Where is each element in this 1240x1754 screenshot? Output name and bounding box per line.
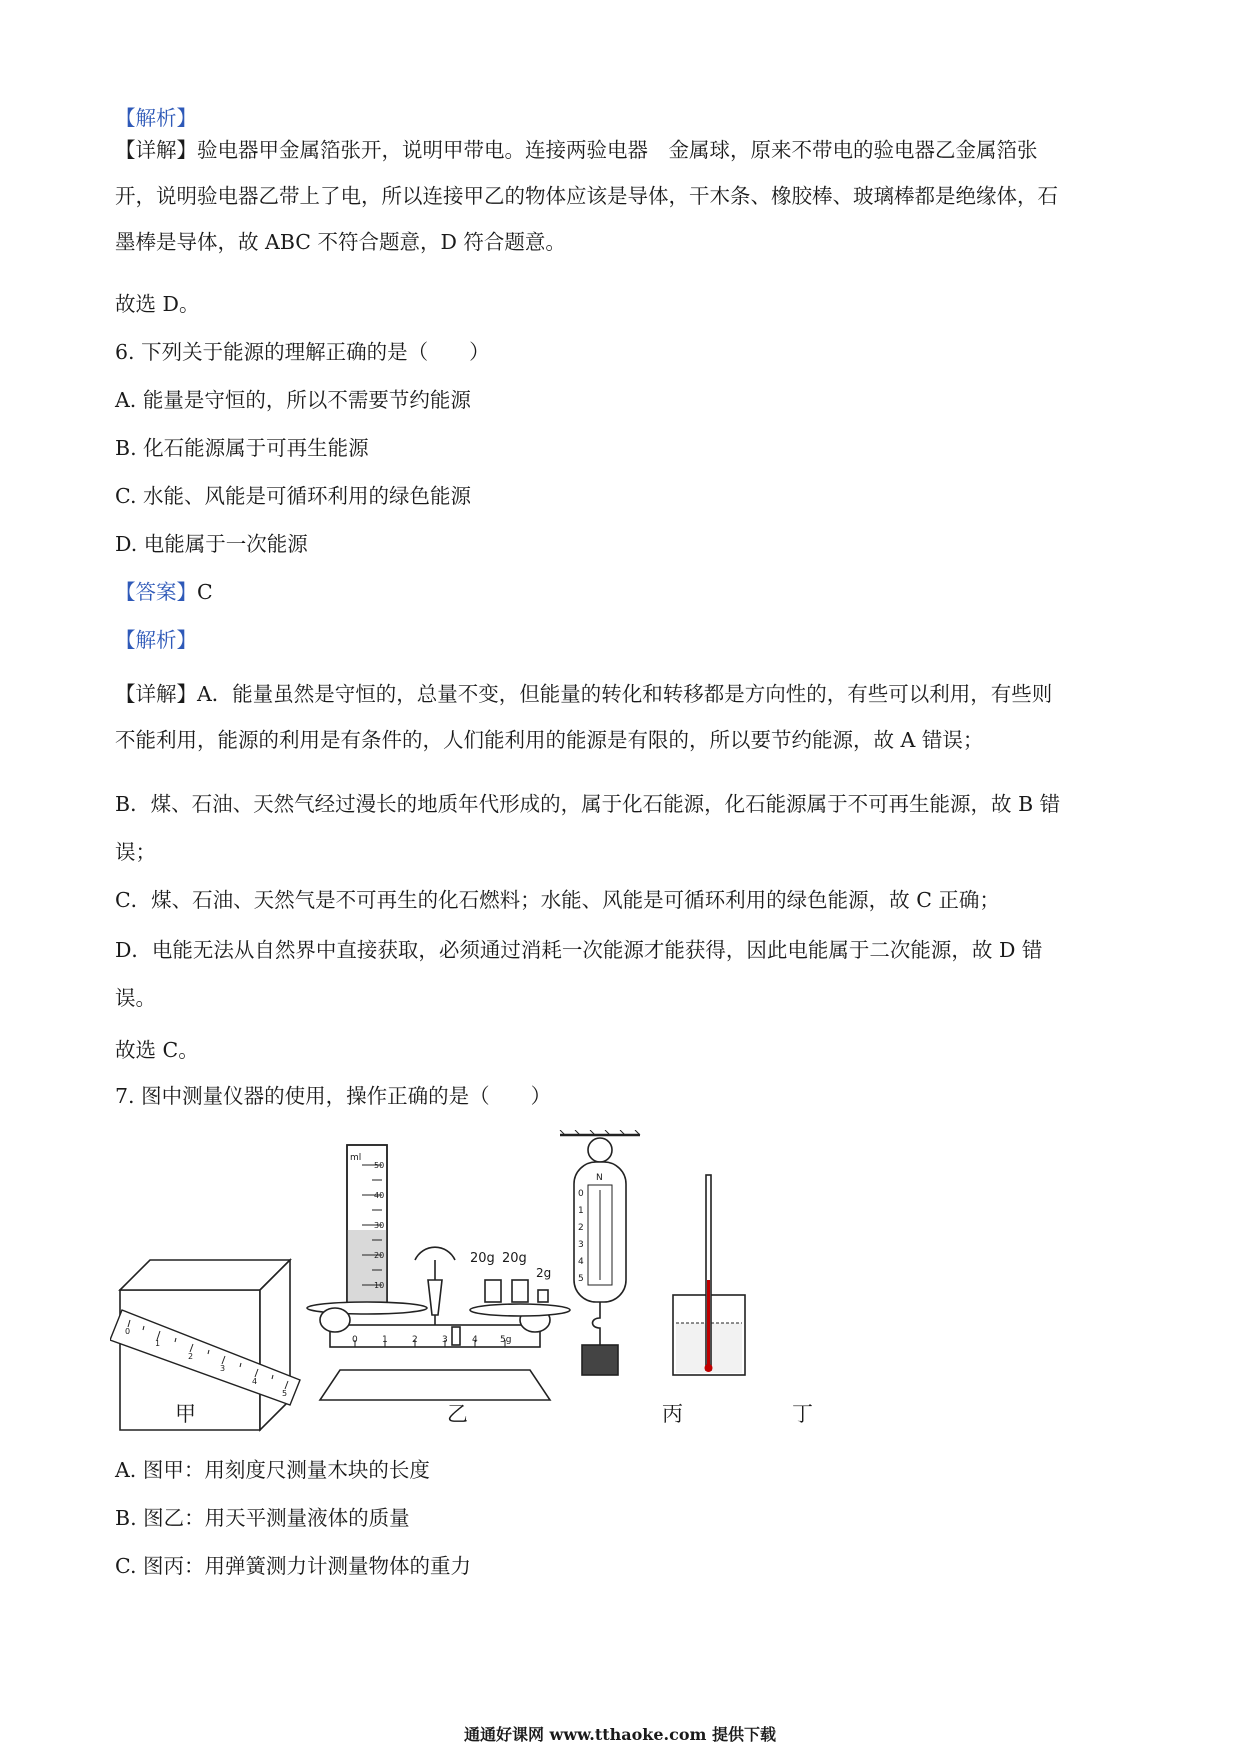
answer-line (115, 578, 213, 606)
figure-caption-bing: 丙 (662, 1402, 683, 1426)
weight-label: 20g (502, 1251, 527, 1266)
cylinder-unit-label: ml (350, 1153, 362, 1163)
analysis-heading: 【解析】 (115, 628, 197, 652)
detail-line: 误。 (115, 986, 156, 1010)
footer-source-link[interactable]: 通通好课网 www.tthaoke.com 提供下载 (463, 1725, 777, 1744)
ruler-tick-label: 0 (125, 1327, 131, 1336)
detail-line: D．电能无法从自然界中直接获取，必须通过消耗一次能源才能获得，因此电能属于二次能源，故 D 错 (115, 938, 1043, 962)
ruler-tick-label: 1 (155, 1339, 161, 1348)
detail-line: 开，说明验电器乙带上了电，所以连接甲乙的物体应该是导体，干木条、橡胶棒、玻璃棒都是绝缘体，石 (115, 184, 1058, 208)
measuring-instruments-figure (110, 1130, 870, 1450)
ruler-tick-label: 3 (220, 1364, 226, 1373)
question-7: 7. 图中测量仪器的使用，操作正确的是（ ） (115, 1084, 552, 1108)
beam-tick-label: 5g (500, 1335, 512, 1345)
detail-line: 【详解】验电器甲金属箔张开，说明甲带电。连接两验电器 金属球，原来不带电的验电器乙金属箔张 (115, 138, 1038, 162)
answer-value: C (197, 580, 213, 604)
detail-line: 墨棒是导体，故 ABC 不符合题意，D 符合题意。 (115, 230, 566, 254)
cylinder-tick-label: 30 (374, 1221, 385, 1230)
cylinder-tick-label: 10 (374, 1281, 385, 1290)
spring-tick-label: 0 (578, 1189, 584, 1199)
thermometer-beaker-illustration (673, 1175, 745, 1375)
question-6: 6. 下列关于能源的理解正确的是（ ） (115, 340, 490, 364)
analysis-heading: 【解析】 (115, 106, 197, 130)
weight-label: 2g (536, 1266, 552, 1280)
weight-label: 20g (470, 1251, 495, 1266)
measuring-cylinder-illustration (307, 1145, 427, 1314)
answer-label: 【答案】 (115, 580, 197, 604)
figure-caption-yi: 乙 (447, 1402, 468, 1426)
spring-tick-label: 2 (578, 1223, 584, 1233)
option-d: D. 电能属于一次能源 (115, 532, 308, 556)
detail-line: 【详解】A．能量虽然是守恒的，总量不变，但能量的转化和转移都是方向性的，有些可以利用，有些则 (115, 682, 1053, 706)
detail-line: 不能利用，能源的利用是有条件的，人们能利用的能源是有限的，所以要节约能源，故 A 错误； (115, 728, 984, 752)
ruler-tick-label: 5 (282, 1389, 288, 1398)
ruler-tick-label: 4 (252, 1377, 258, 1386)
option-a: A. 能量是守恒的，所以不需要节约能源 (115, 388, 471, 412)
option-c: C. 水能、风能是可循环利用的绿色能源 (115, 484, 471, 508)
beam-tick-label: 4 (472, 1335, 478, 1345)
conclusion: 故选 C。 (115, 1038, 199, 1062)
detail-line: 误； (115, 840, 156, 864)
spring-tick-label: 1 (578, 1206, 584, 1216)
cylinder-tick-label: 50 (374, 1161, 385, 1170)
option-b: B. 图乙：用天平测量液体的质量 (115, 1506, 410, 1530)
beam-tick-label: 0 (352, 1335, 358, 1345)
cylinder-tick-label: 40 (374, 1191, 385, 1200)
option-a: A. 图甲：用刻度尺测量木块的长度 (115, 1458, 430, 1482)
spring-scale-illustration (560, 1130, 640, 1375)
detail-line: B．煤、石油、天然气经过漫长的地质年代形成的，属于化石能源，化石能源属于不可再生能源，故 B 错 (115, 792, 1061, 816)
detail-line: C．煤、石油、天然气是不可再生的化石燃料；水能、风能是可循环利用的绿色能源，故 C 正确； (115, 888, 1000, 912)
ruler-tick-label: 2 (188, 1352, 194, 1361)
figure-caption-jia: 甲 (175, 1402, 196, 1426)
spring-tick-label: 5 (578, 1274, 584, 1284)
wood-block-ruler-illustration (110, 1260, 300, 1430)
beam-tick-label: 3 (442, 1335, 448, 1345)
cylinder-tick-label: 20 (374, 1251, 385, 1260)
spring-tick-label: 3 (578, 1240, 584, 1250)
beam-tick-label: 1 (382, 1335, 388, 1345)
spring-tick-label: 4 (578, 1257, 584, 1267)
option-b: B. 化石能源属于可再生能源 (115, 436, 369, 460)
conclusion: 故选 D。 (115, 292, 200, 316)
spring-unit-label: N (596, 1173, 603, 1183)
beam-tick-label: 2 (412, 1335, 418, 1345)
figure-caption-ding: 丁 (792, 1402, 813, 1426)
option-c: C. 图丙：用弹簧测力计测量物体的重力 (115, 1554, 471, 1578)
